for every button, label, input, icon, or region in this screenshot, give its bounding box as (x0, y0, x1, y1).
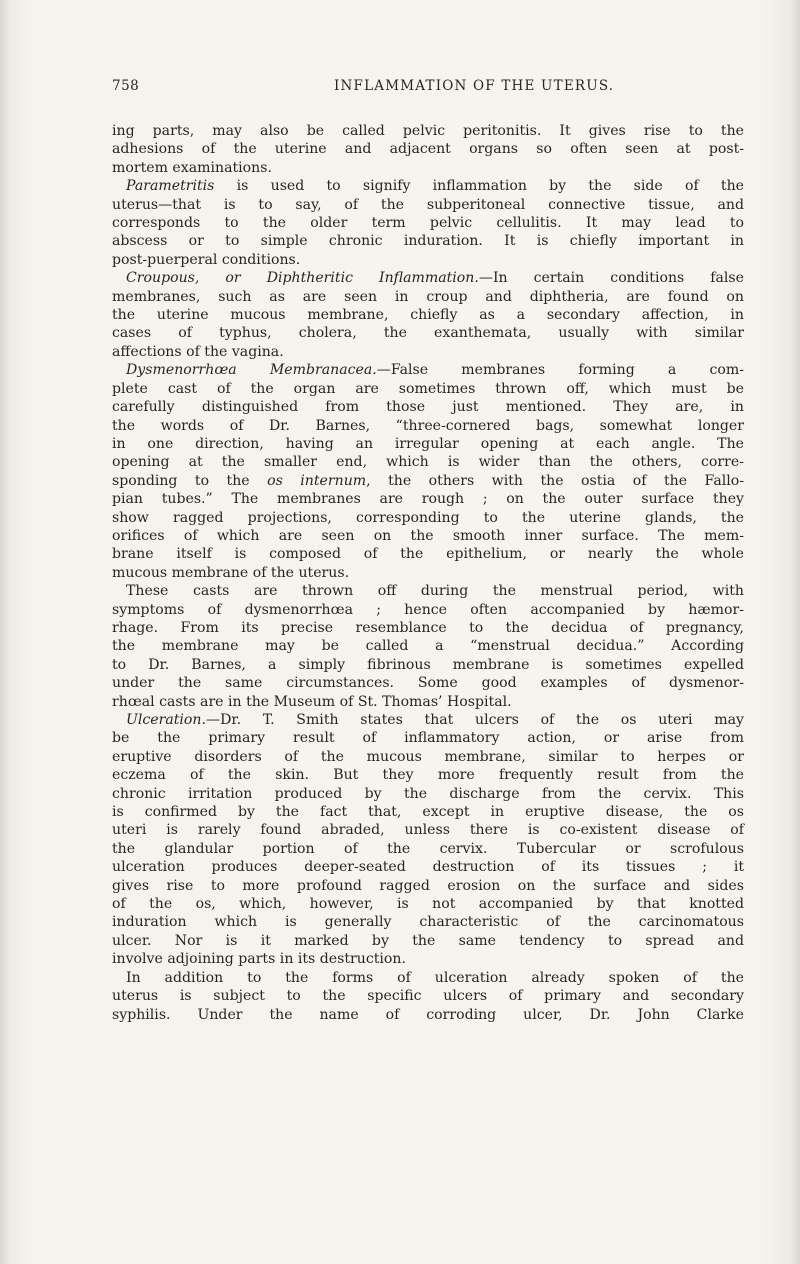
line-text: induration which is generally characteristic of the carcinomatous (112, 914, 744, 931)
italic-heading: Dysmenorrhœa Membranacea. (126, 362, 377, 379)
italic-heading: Parametritis (126, 178, 215, 195)
text-line (112, 380, 744, 398)
text-line (112, 729, 744, 747)
line-text: is used to signify inflammation by the side of the (214, 178, 744, 195)
line-text: sponding to the (112, 472, 268, 489)
text-line (112, 361, 744, 379)
text-line (112, 821, 744, 839)
page-header (112, 78, 712, 98)
body-text (112, 122, 744, 1024)
line-text: eczema of the skin. But they more frequently result from the (112, 767, 744, 784)
line-text: —False membranes forming a com- (376, 362, 744, 379)
line-text: —In certain conditions false (478, 270, 744, 287)
line-text: to Dr. Barnes, a simply fibrinous membrane is sometimes expelled (112, 656, 744, 673)
line-text: These casts are thrown off during the menstrual period, with (126, 583, 744, 600)
text-line (112, 582, 744, 600)
text-line (112, 858, 744, 876)
line-text: symptoms of dysmenorrhœa ; hence often accompanied by hæmor- (112, 601, 744, 618)
line-text: syphilis. Under the name of corroding ulcer, Dr. John Clarke (112, 1006, 744, 1023)
text-line (112, 324, 744, 342)
line-text: eruptive disorders of the mucous membrane, similar to herpes or (112, 748, 744, 765)
running-head: INFLAMMATION OF THE UTERUS. (334, 78, 615, 94)
text-line (112, 711, 744, 729)
line-text: pian tubes.” The membranes are rough ; on the outer surface they (112, 491, 744, 508)
line-text: —Dr. T. Smith states that ulcers of the os uteri may (205, 712, 744, 728)
text-line (112, 453, 744, 471)
text-line (112, 950, 744, 968)
line-text: opening at the smaller end, which is wider than the others, corre- (112, 454, 744, 471)
text-line (112, 490, 744, 508)
line-text: under the same circumstances. Some good examples of dysmenor- (112, 675, 744, 692)
text-line (112, 803, 744, 821)
line-text: adhesions of the uterine and adjacent organs so often seen at post- (112, 141, 744, 158)
text-line (112, 417, 744, 435)
text-line (112, 785, 744, 803)
line-text: ulceration produces deeper-seated destruction of its tissues ; it (112, 859, 744, 876)
line-text: ing parts, may also be called pelvic peritonitis. It gives rise to the (112, 123, 744, 139)
text-line (112, 987, 744, 1005)
line-text: brane itself is composed of the epithelium, or nearly the whole (112, 546, 744, 563)
text-line (112, 895, 744, 913)
line-text: involve adjoining parts in its destruction. (112, 951, 406, 968)
line-text: cases of typhus, cholera, the exanthemata, usually with similar (112, 325, 744, 342)
line-text: in one direction, having an irregular opening at each angle. The (112, 435, 744, 452)
text-line (112, 619, 744, 637)
text-line (112, 527, 744, 545)
text-line (112, 564, 744, 582)
line-text: the glandular portion of the cervix. Tubercular or scrofulous (112, 840, 744, 857)
text-line (112, 656, 744, 674)
line-text: be the primary result of inflammatory action, or arise from (112, 730, 744, 747)
line-text: the uterine mucous membrane, chiefly as a secondary affection, in (112, 307, 744, 324)
line-text: post-puerperal conditions. (112, 251, 301, 268)
line-text: uteri is rarely found abraded, unless there is co-existent disease of (112, 822, 744, 839)
text-line (112, 232, 744, 250)
line-text-after: , the others with the ostia of the Fallo- (366, 472, 744, 489)
line-text: carefully distinguished from those just mentioned. They are, in (112, 399, 744, 416)
line-text: uterus—that is to say, of the subperitoneal connective tissue, and (112, 196, 744, 213)
text-line (112, 601, 744, 619)
text-line (112, 766, 744, 784)
text-line (112, 877, 744, 895)
line-text: corresponds to the older term pelvic cellulitis. It may lead to (112, 215, 744, 232)
text-line (112, 251, 744, 269)
text-line (112, 435, 744, 453)
italic-heading: Ulceration. (126, 712, 206, 728)
line-text: affections of the vagina. (112, 343, 284, 360)
text-line (112, 159, 744, 177)
text-line (112, 545, 744, 563)
line-text: show ragged projections, corresponding to the uterine glands, the (112, 509, 744, 526)
page-number: 758 (112, 78, 140, 94)
line-text: rhage. From its precise resemblance to the decidua of pregnancy, (112, 619, 744, 636)
text-line (112, 269, 744, 287)
text-line (112, 840, 744, 858)
text-line (112, 472, 744, 490)
text-line (112, 288, 744, 306)
line-text: mortem examinations. (112, 159, 272, 176)
text-line (112, 969, 744, 987)
text-line (112, 196, 744, 214)
text-line (112, 693, 744, 711)
line-text: rhœal casts are in the Museum of St. Thomas’ Hospital. (112, 693, 512, 710)
line-text: ulcer. Nor is it marked by the same tendency to spread and (112, 932, 744, 949)
line-text: is confirmed by the fact that, except in eruptive disease, the os (112, 804, 744, 821)
italic-term: os internum (267, 472, 367, 489)
line-text: In addition to the forms of ulceration already spoken of the (126, 969, 744, 986)
text-line (112, 122, 744, 140)
line-text: mucous membrane of the uterus. (112, 564, 350, 581)
text-line (112, 343, 744, 361)
text-line (112, 306, 744, 324)
line-text: of the os, which, however, is not accompanied by that knotted (112, 896, 744, 913)
line-text: plete cast of the organ are sometimes thrown off, which must be (112, 380, 744, 397)
text-line (112, 1006, 744, 1024)
text-line (112, 674, 744, 692)
text-line (112, 509, 744, 527)
line-text: chronic irritation produced by the discharge from the cervix. This (112, 785, 744, 802)
text-line (112, 932, 744, 950)
line-text: uterus is subject to the specific ulcers of primary and secondary (112, 988, 744, 1005)
text-line (112, 637, 744, 655)
text-line (112, 177, 744, 195)
text-line (112, 140, 744, 158)
line-text: gives rise to more profound ragged erosion on the surface and sides (112, 877, 744, 894)
line-text: abscess or to simple chronic induration. It is chiefly important in (112, 233, 744, 250)
text-line (112, 913, 744, 931)
line-text: the words of Dr. Barnes, “three-cornered bags, somewhat longer (112, 417, 744, 434)
text-line (112, 398, 744, 416)
line-text: the membrane may be called a “menstrual decidua.” According (112, 638, 744, 655)
text-line (112, 214, 744, 232)
italic-heading: Croupous, or Diphtheritic Inflammation. (126, 270, 479, 287)
line-text: membranes, such as are seen in croup and diphtheria, are found on (112, 288, 744, 305)
text-line (112, 748, 744, 766)
line-text: orifices of which are seen on the smooth inner surface. The mem- (112, 527, 744, 544)
